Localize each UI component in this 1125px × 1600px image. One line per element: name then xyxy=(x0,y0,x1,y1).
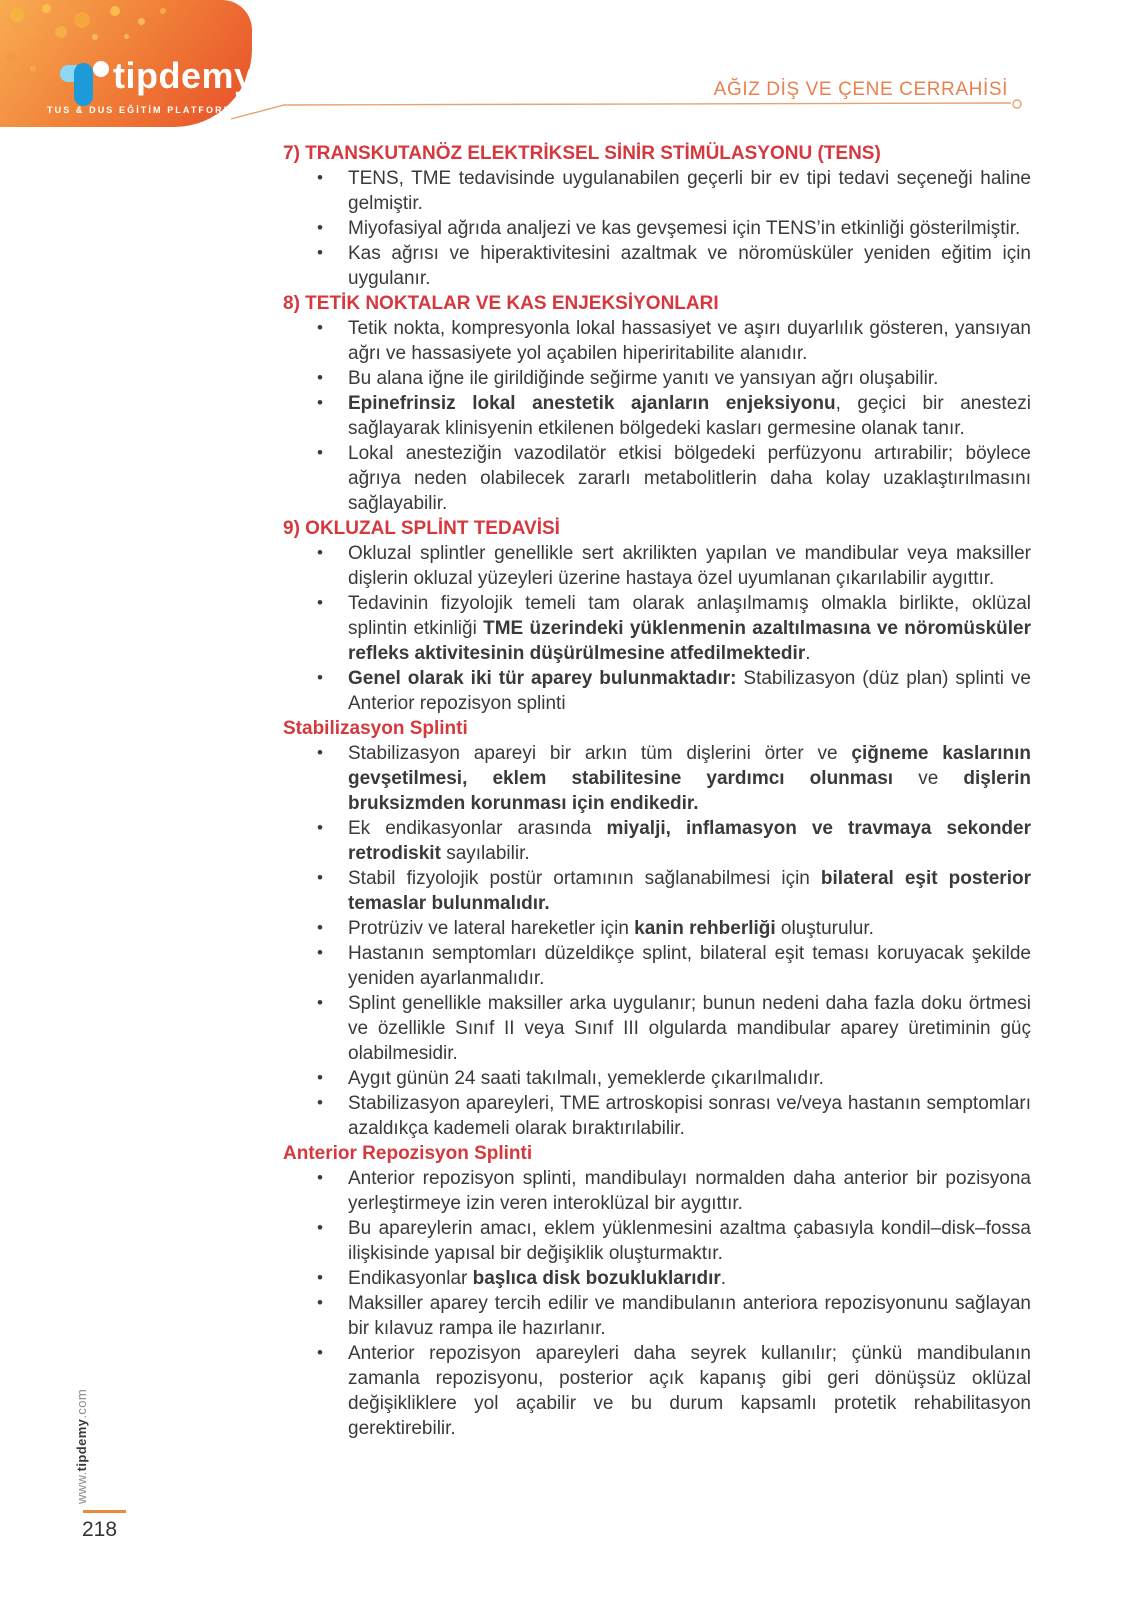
bullet-item xyxy=(283,941,1031,991)
bullet-marker-icon: • xyxy=(317,1293,323,1312)
blob-dot xyxy=(160,8,166,14)
bullet-item xyxy=(283,991,1031,1066)
bullet-marker-icon: • xyxy=(317,393,323,412)
bullet-marker-icon: • xyxy=(317,1168,323,1187)
bullet-text: Genel olarak iki tür aparey bulunmaktadır: Stabilizasyon (düz plan) splinti ve Anterior repozisyon splinti xyxy=(348,668,1032,714)
bullet-marker-icon: • xyxy=(317,1068,323,1087)
blob-dot xyxy=(42,4,51,13)
bullet-marker-icon: • xyxy=(317,1268,323,1287)
header-brand-blob xyxy=(0,0,255,127)
bullet-text: Bu apareylerin amacı, eklem yüklenmesini azaltma çabasıyla kondil–disk–fossa ilişkisinde yapısal bir değişiklik oluşturmaktır. xyxy=(348,1218,1031,1264)
bullet-marker-icon: • xyxy=(317,543,323,562)
blob-dot xyxy=(6,52,16,62)
bullet-text: Stabil fizyolojik postür ortamının sağlanabilmesi için bilateral eşit posterior temaslar bulunmalıdır. xyxy=(348,868,1031,914)
bullet-text: Splint genellikle maksiller arka uygulanır; bunun nedeni daha fazla doku örtmesi ve özellikle Sınıf II veya Sınıf III olgularda mandibular aparey üretiminin güç olabilmesidir. xyxy=(348,993,1031,1064)
bullet-marker-icon: • xyxy=(317,443,323,462)
bullet-text: Stabilizasyon apareyleri, TME artroskopisi sonrası ve/veya hastanın semptomları azaldıkça kademeli olarak bıraktırılabilir. xyxy=(348,1093,1031,1139)
bullet-item xyxy=(283,1091,1031,1141)
bullet-marker-icon: • xyxy=(317,818,323,837)
bullet-item xyxy=(283,316,1031,366)
sub-heading: Anterior Repozisyon Splinti xyxy=(283,1143,533,1164)
bullet-text: Stabilizasyon apareyi bir arkın tüm dişlerini örter ve çiğneme kaslarının gevşetilmesi, eklem stabilitesine yardımcı olunması ve dişlerin bruksizmden korunması için endikedir. xyxy=(348,743,1032,814)
chapter-title: AĞIZ DİŞ VE ÇENE CERRAHİSİ xyxy=(713,79,1008,100)
bullet-text: Tedavinin fizyolojik temeli tam olarak anlaşılmamış olmakla birlikte, oklüzal splintin etkinliği TME üzerindeki yüklenmenin azaltılmasına ve nöromüsküler refleks aktivitesinin düşürülmesine atfedilmektedir. xyxy=(348,593,1031,664)
bullet-text: TENS, TME tedavisinde uygulanabilen geçerli bir ev tipi tedavi seçeneği haline gelmiştir. xyxy=(348,168,1031,214)
bullet-marker-icon: • xyxy=(317,1218,323,1237)
brand-logo-mark-icon xyxy=(60,56,110,106)
brand-wordmark: tipdemy xyxy=(113,55,255,96)
brand-logo xyxy=(60,56,255,106)
section-heading: 9) OKLUZAL SPLİNT TEDAVİSİ xyxy=(283,518,560,539)
bullet-text: Hastanın semptomları düzeldikçe splint, bilateral eşit teması koruyacak şekilde yeniden ayarlanmalıdır. xyxy=(348,943,1031,989)
page-number: 218 xyxy=(82,1518,118,1541)
bullet-item xyxy=(283,241,1031,291)
bullet-item xyxy=(283,166,1031,216)
bullet-marker-icon: • xyxy=(317,168,323,187)
bullet-text: Tetik nokta, kompresyonla lokal hassasiyet ve aşırı duyarlılık gösteren, yansıyan ağrı ve hassasiyete yol açabilen hiperiritabilite alanıdır. xyxy=(348,318,1031,364)
header-rule xyxy=(228,93,1028,123)
bullet-text: Ek endikasyonlar arasında miyalji, inflamasyon ve travmaya sekonder retrodiskit sayılabilir. xyxy=(348,818,1032,864)
blob-dot xyxy=(110,6,120,16)
brand-tagline: TUS & DUS EĞİTİM PLATFORMU xyxy=(47,105,242,115)
bullet-text: Okluzal splintler genellikle sert akrilikten yapılan ve mandibular veya maksiller dişlerin okluzal yüzeyleri üzerine hastaya özel uyumlanan çıkarılabilir aygıttır. xyxy=(348,543,1031,589)
bullet-text: Epinefrinsiz lokal anestetik ajanların enjeksiyonu, geçici bir anestezi sağlayarak klinisyenin etkilenen bölgedeki kasları germesine olanak tanır. xyxy=(348,393,1031,439)
bullet-marker-icon: • xyxy=(317,1343,323,1362)
bullet-marker-icon: • xyxy=(317,593,323,612)
bullet-marker-icon: • xyxy=(317,918,323,937)
bullet-item xyxy=(283,591,1031,666)
bullet-text: Maksiller aparey tercih edilir ve mandibulanın anteriora repozisyonunu sağlayan bir kılavuz rampa ile hazırlanır. xyxy=(348,1293,1031,1339)
blob-dot xyxy=(10,8,24,22)
bullet-item xyxy=(283,1066,1031,1091)
bullet-marker-icon: • xyxy=(317,218,323,237)
bullet-item xyxy=(283,1166,1031,1216)
bullet-item xyxy=(283,366,1031,391)
bullet-marker-icon: • xyxy=(317,993,323,1012)
bullet-item xyxy=(283,1266,1031,1291)
bullet-item xyxy=(283,1216,1031,1266)
bullet-marker-icon: • xyxy=(317,318,323,337)
bullet-marker-icon: • xyxy=(317,1093,323,1112)
bullet-item xyxy=(283,741,1031,816)
footer-website: www.tipdemy.com xyxy=(74,1388,89,1504)
bullet-marker-icon: • xyxy=(317,243,323,262)
bullet-text: Endikasyonlar başlıca disk bozukluklarıdır. xyxy=(348,1268,727,1289)
bullet-item xyxy=(283,666,1031,716)
bullet-marker-icon: • xyxy=(317,943,323,962)
bullet-text: Lokal anesteziğin vazodilatör etkisi bölgedeki perfüzyonu artırabilir; böylece ağrıya neden olabilecek zararlı metabolitlerin daha kolay uzaklaştırılmasını sağlayabilir. xyxy=(348,443,1031,514)
blob-dot xyxy=(30,66,36,72)
blob-dot xyxy=(124,34,129,39)
blob-dot xyxy=(92,34,98,40)
bullet-item xyxy=(283,541,1031,591)
bullet-text: Anterior repozisyon splinti, mandibulayı normalden daha anterior bir pozisyona yerleştirmeye izin veren interoklüzal bir aygıttır. xyxy=(348,1168,1031,1214)
bullet-item xyxy=(283,866,1031,916)
bullet-text: Protrüziv ve lateral hareketler için kanin rehberliği oluşturulur. xyxy=(348,918,874,939)
bullet-text: Anterior repozisyon apareyleri daha seyrek kullanılır; çünkü mandibulanın zamanla repozisyonu, posterior açık kapanış gibi geri dönüşsüz oklüzal değişikliklere yol açabilir ve bu durum kapsamlı protetik rehabilitasyon gerektirebilir. xyxy=(348,1343,1031,1439)
bullet-item xyxy=(283,216,1031,241)
section-heading: 8) TETİK NOKTALAR VE KAS ENJEKSİYONLARI xyxy=(283,293,719,314)
blob-dot xyxy=(138,18,145,25)
bullet-item xyxy=(283,916,1031,941)
sub-heading: Stabilizasyon Splinti xyxy=(283,718,468,739)
bullet-text: Bu alana iğne ile girildiğinde seğirme yanıtı ve yansıyan ağrı oluşabilir. xyxy=(348,368,939,389)
bullet-text: Miyofasiyal ağrıda analjezi ve kas gevşemesi için TENS’in etkinliği gösterilmiştir. xyxy=(348,218,1021,239)
bullet-marker-icon: • xyxy=(317,743,323,762)
footer-rule xyxy=(83,1510,126,1513)
bullet-text: Kas ağrısı ve hiperaktivitesini azaltmak ve nöromüsküler yeniden eğitim için uygulanır. xyxy=(348,243,1031,289)
content-blocks xyxy=(283,141,1031,1441)
bullet-item xyxy=(283,1291,1031,1341)
blob-dot xyxy=(55,26,67,38)
bullet-item xyxy=(283,1341,1031,1441)
bullet-marker-icon: • xyxy=(317,668,323,687)
bullet-marker-icon: • xyxy=(317,868,323,887)
bullet-item xyxy=(283,441,1031,516)
bullet-marker-icon: • xyxy=(317,368,323,387)
section-heading: 7) TRANSKUTANÖZ ELEKTRİKSEL SİNİR STİMÜLASYONU (TENS) xyxy=(283,143,881,164)
blob-dot xyxy=(74,12,90,28)
blob-dot xyxy=(26,30,34,38)
bullet-text: Aygıt günün 24 saati takılmalı, yemeklerde çıkarılmalıdır. xyxy=(348,1068,824,1089)
bullet-item xyxy=(283,391,1031,441)
bullet-item xyxy=(283,816,1031,866)
